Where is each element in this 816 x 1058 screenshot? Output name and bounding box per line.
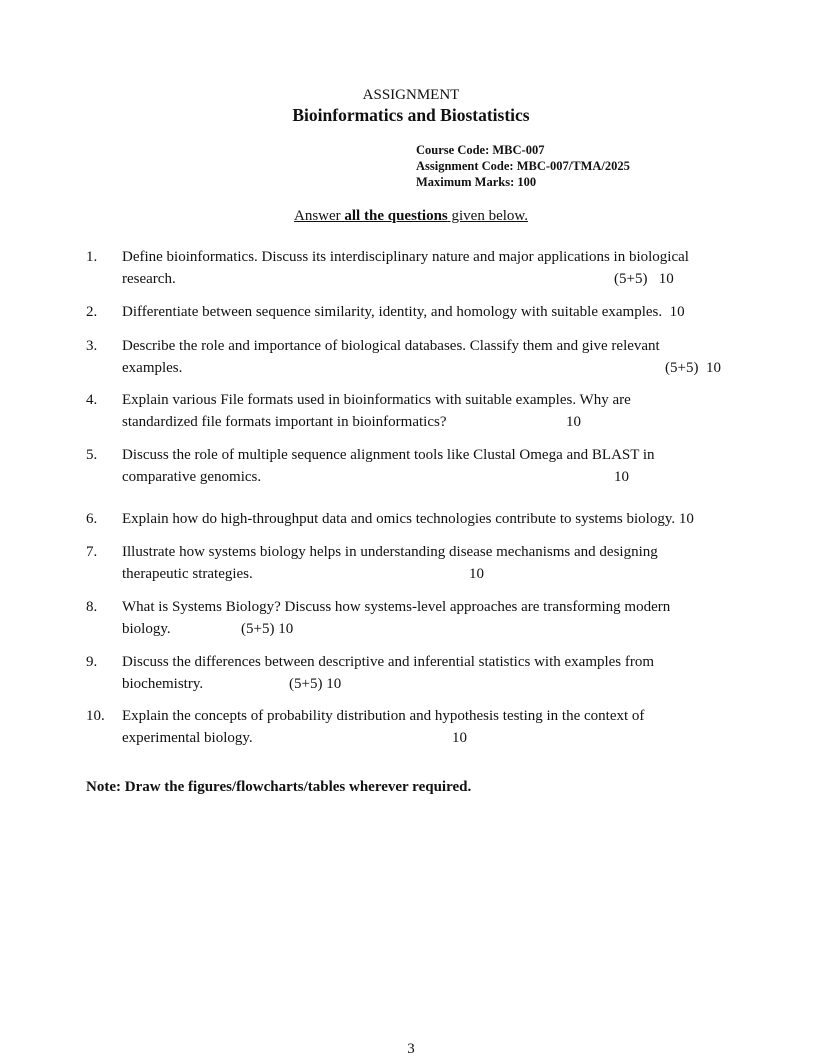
question-text: Describe the role and importance of biological databases. Classify them and give relevant bbox=[122, 338, 660, 354]
question-text: Explain various File formats used in bioinformatics with suitable examples. Why are bbox=[122, 392, 631, 408]
question-text-continued: therapeutic strategies. bbox=[122, 566, 253, 582]
question-number: 7. bbox=[86, 544, 98, 560]
question-number: 4. bbox=[86, 392, 98, 408]
question-number: 1. bbox=[86, 249, 98, 265]
question-text: Discuss the differences between descriptive and inferential statistics with examples from bbox=[122, 654, 655, 670]
question-text-continued: standardized file formats important in bioinformatics? bbox=[122, 414, 447, 430]
assignment-code: Assignment Code: MBC-007/TMA/2025 bbox=[416, 159, 630, 173]
instruction-pre: Answer bbox=[293, 208, 345, 224]
question-number: 9. bbox=[86, 654, 98, 670]
question-number: 5. bbox=[86, 447, 98, 463]
question-number: 8. bbox=[86, 599, 98, 615]
page-number: 3 bbox=[407, 1041, 415, 1057]
document-title: Bioinformatics and Biostatistics bbox=[292, 105, 530, 125]
question-marks: (5+5) 10 bbox=[241, 621, 294, 637]
maximum-marks: Maximum Marks: 100 bbox=[416, 175, 537, 189]
instruction-post: given below. bbox=[447, 208, 529, 224]
question-number: 3. bbox=[86, 338, 98, 354]
question-text-continued: experimental biology. bbox=[122, 730, 253, 746]
course-code: Course Code: MBC-007 bbox=[416, 143, 545, 157]
question-text: Illustrate how systems biology helps in understanding disease mechanisms and designing bbox=[122, 544, 658, 560]
question-marks: (5+5) 10 bbox=[289, 676, 342, 692]
instruction-bold: all the questions bbox=[344, 208, 448, 224]
question-marks: 10 bbox=[614, 469, 629, 485]
question-text: Define bioinformatics. Discuss its interdisciplinary nature and major applications in biological bbox=[122, 249, 689, 265]
note: Note: Draw the figures/flowcharts/tables wherever required. bbox=[86, 779, 472, 795]
assignment-label: ASSIGNMENT bbox=[362, 87, 460, 103]
question-text-continued: biology. bbox=[122, 621, 171, 637]
question-text-continued: comparative genomics. bbox=[122, 469, 262, 485]
question-number: 6. bbox=[86, 511, 98, 527]
question-text: Discuss the role of multiple sequence alignment tools like Clustal Omega and BLAST in bbox=[122, 447, 655, 463]
instruction bbox=[0, 207, 816, 225]
question-marks: 10 bbox=[566, 414, 581, 430]
question-marks: (5+5) 10 bbox=[665, 360, 721, 376]
question-text: Differentiate between sequence similarity, identity, and homology with suitable examples. 10 bbox=[122, 304, 685, 320]
question-marks: (5+5) 10 bbox=[614, 271, 674, 287]
question-marks: 10 bbox=[469, 566, 484, 582]
question-text-continued: biochemistry. bbox=[122, 676, 204, 692]
question-text-continued: examples. bbox=[122, 360, 183, 376]
question-text: Explain how do high-throughput data and omics technologies contribute to systems biology. 10 bbox=[122, 511, 694, 527]
question-number: 2. bbox=[86, 304, 98, 320]
question-marks: 10 bbox=[452, 730, 467, 746]
question-text: Explain the concepts of probability distribution and hypothesis testing in the context of bbox=[122, 708, 645, 724]
question-number: 10. bbox=[86, 708, 105, 724]
question-text-continued: research. bbox=[122, 271, 176, 287]
question-text: What is Systems Biology? Discuss how systems-level approaches are transforming modern bbox=[122, 599, 671, 615]
